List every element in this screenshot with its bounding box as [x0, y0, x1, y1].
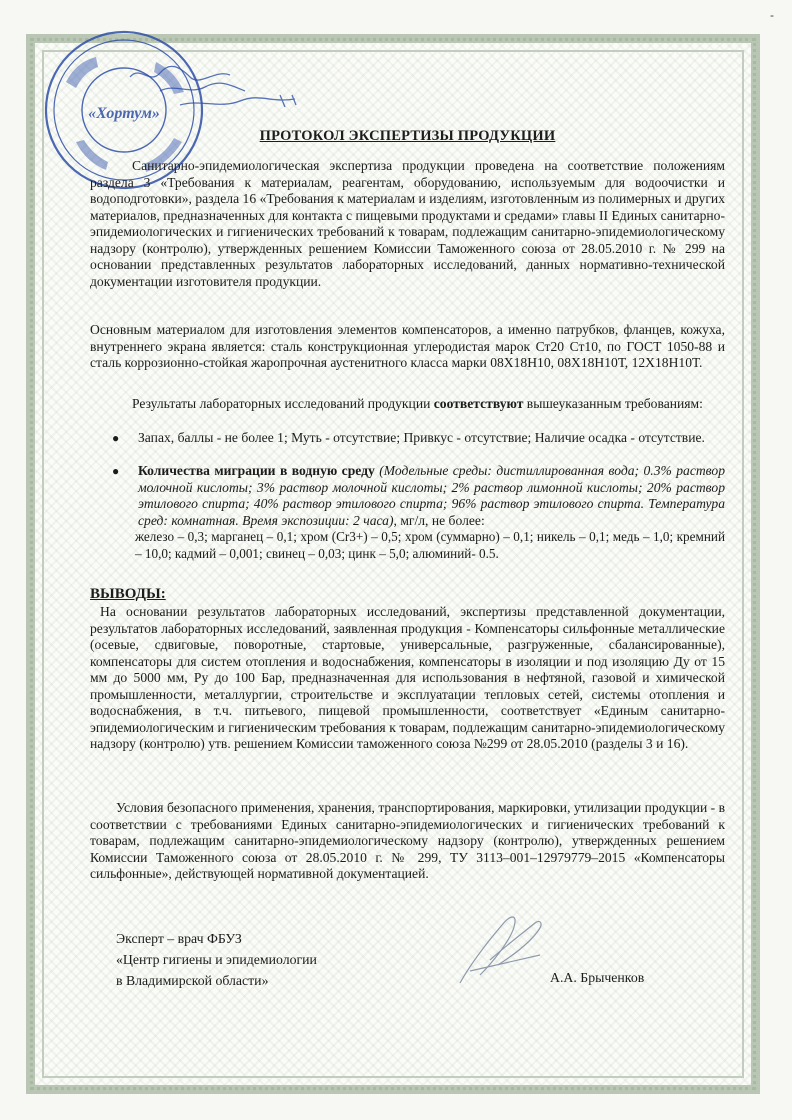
signature-icon — [440, 905, 560, 990]
handwritten-note-icon — [120, 55, 320, 115]
migration-units: , мг/л, не более: — [393, 512, 485, 528]
metals-limits: железо – 0,3; марганец – 0,1; хром (Cr3+) – 0,5; хром (суммарно) – 0,1; никель – 0,1; медь – 1,0; кремний – 10,0; кадмий – 0,001; свинец – 0,03; цинк – 5,0; алюминий- 0.5. — [135, 529, 725, 561]
paragraph-materials: Основным материалом для изготовления элементов компенсаторов, а именно патрубков, фланцев, кожуха, внутреннего экрана является: сталь конструкционная углеродистая марок Ст20 Ст10, по ГОСТ 1050-88 и сталь коррозионно-стойкая жаропрочная аустенитного класса марки 08Х18Н10, 08Х18Н10Т, 12Х18Н10Т. — [90, 322, 725, 370]
paragraph-conditions: Условия безопасного применения, хранения, транспортирования, маркировки, утилизации продукции - в соответствии с требованиями Единых санитарно-эпидемиологических и гигиенических требований к товарам, подлежащим санитарно-эпидемиологическому надзору (контролю), утвержденных решением Комиссии Таможенного союза от 28.05.2010 г. № 299, ТУ 3113–001–12979779–2015 «Компенсаторы сильфонные», действующей нормативной документацией. — [90, 800, 725, 881]
bullet-icon: ● — [112, 464, 120, 478]
paragraph-conclusion: На основании результатов лабораторных исследований, экспертизы представленной документации, результатов лабораторных исследований, заявленная продукция - Компенсаторы сильфонные металлические (осевые, сдвиговые, поворотные, стартовые, универсальные, разгруженные, сбалансированные), компенсаторы для систем отопления и водоснабжения, компенсаторы в изоляции и под изоляцию Ду от 15 мм до 5000 мм, Ру до 100 Бар, предназначенная для использования в нефтяной, газовой и химической промышленности, металлургии, строительстве и эксплуатации тепловых сетей, системы отопления и водоснабжения, в т.ч. питьевого, пищевой промышленности, соответствует «Единым санитарно-эпидемиологическим и гигиеническим требования к товарам, подлежащим санитарно-эпидемиологическому надзору (контролю) утв. решением Комиссии таможенного союза №299 от 28.05.2010 (разделы 3 и 16). — [90, 604, 725, 751]
migration-heading: Количества миграции в водную среду — [138, 463, 375, 478]
results-text-start: Результаты лабораторных исследований продукции — [132, 396, 434, 411]
list-item — [110, 463, 725, 529]
expert-region: в Владимирской области» — [116, 973, 269, 988]
paragraph-intro: Санитарно-эпидемиологическая экспертиза продукции проведена на соответствие положениям раздела 3 «Требования к материалам, реагентам, оборудованию, используемым для водоочистки и водоподготовки», раздела 16 «Требования к материалам и изделиям, изготовленным из полимерных и других материалов, предназначенных для контакта с пищевыми продуктами и средами» главы II Единых санитарно-эпидемиологических и гигиенических требований к товарам, подлежащим санитарно-эпидемиологическому надзору (контролю), утвержденных решением Комиссии Таможенного союза от 28.05.2010 г. № 299 на основании представленных результатов лабораторных исследований, данных нормативно-технической документации изготовителя продукции. — [90, 158, 725, 289]
results-verdict: соответствуют — [433, 396, 524, 411]
bullet-migration — [138, 463, 725, 529]
list-item — [110, 430, 725, 447]
expert-name: А.А. Брыченков — [550, 970, 645, 985]
expert-block — [116, 928, 317, 991]
paragraph-results — [90, 396, 725, 413]
expert-position: Эксперт – врач ФБУЗ — [116, 931, 242, 946]
conclusions-heading: ВЫВОДЫ: — [90, 586, 166, 602]
stamp-text: «Хортум» — [88, 105, 160, 122]
expert-organization: «Центр гигиены и эпидемиологии — [116, 952, 317, 967]
bullet-organoleptic: Запах, баллы - не более 1; Муть - отсутствие; Привкус - отсутствие; Наличие осадка - отсутствие. — [138, 430, 705, 445]
corner-mark: - — [770, 8, 774, 22]
bullet-icon: ● — [112, 431, 120, 445]
results-text-end: вышеуказанным требованиям: — [523, 396, 703, 411]
document-title: ПРОТОКОЛ ЭКСПЕРТИЗЫ ПРОДУКЦИИ — [259, 128, 556, 144]
migration-media: (Модельные среды: дистиллированная вода; 0.3% раствор молочной кислоты; 3% раствор молочной кислоты; 2% раствор лимонной кислоты; 20% раствор этилового спирта; 40% раствор этилового спирта; 96% раствор этилового спирта. Температура сред: комнатная. Время экспозиции: 2 часа) — [138, 463, 725, 528]
